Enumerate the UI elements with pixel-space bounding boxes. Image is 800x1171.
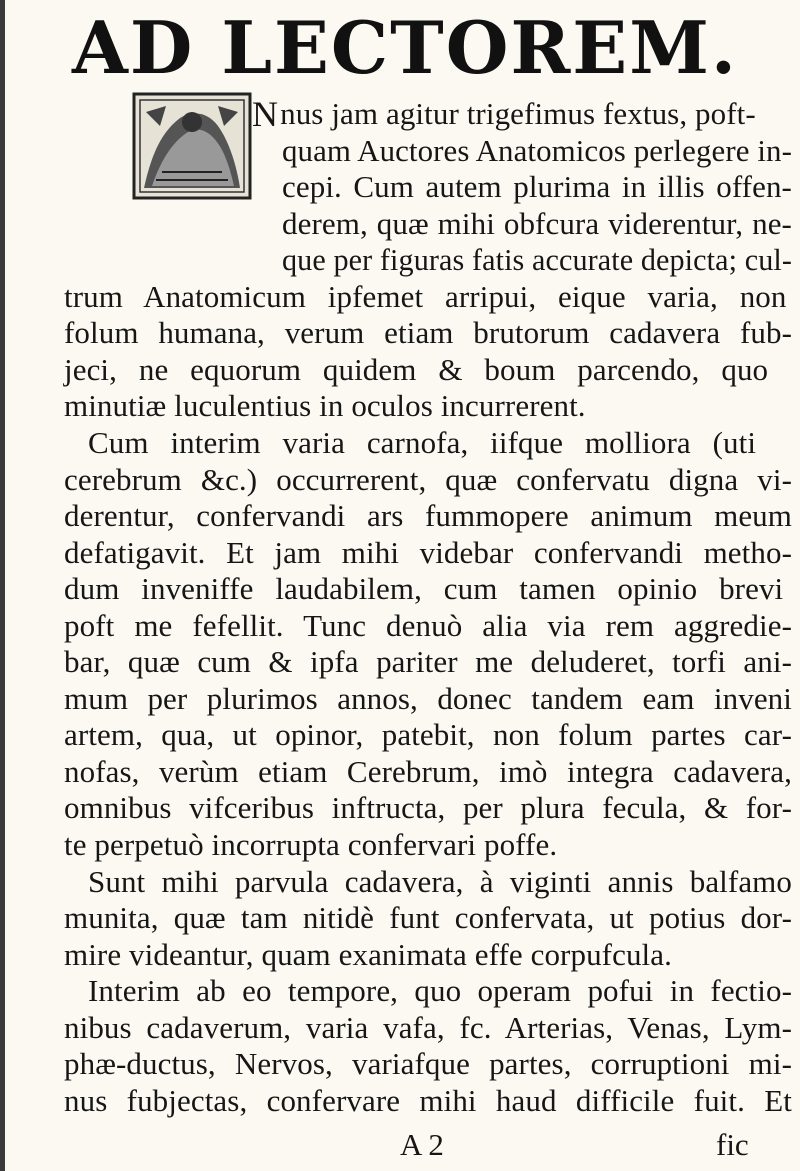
text-line: nofas, verùm etiam Cerebrum, imò integra cadavera, — [64, 753, 792, 789]
text-line: cerebrum &c.) occurrerent, quæ confervatu digna vi- — [64, 461, 792, 497]
text-line: artem, qua, ut opinor, patebit, non folum partes car- — [64, 717, 792, 753]
text-line: omnibus vifceribus inftructa, per plura fecula, & for- — [64, 790, 792, 826]
text-line: mire videantur, quam exanimata effe corpufcula. — [64, 936, 672, 972]
text-line: mum per plurimos annos, donec tandem eam inveni — [64, 680, 792, 716]
text-line: bar, quæ cum & ipfa pariter me deluderet, torfi ani- — [64, 644, 792, 680]
text-line: trum Anatomicum ipfemet arripui, eique varia, non — [64, 278, 787, 314]
text-line: minutiæ luculentius in oculos incurrerent. — [64, 388, 586, 424]
text-line: Cum interim varia carnofa, iifque molliora (uti — [88, 424, 757, 460]
text-line-words: nus jam agitur trigefimus fextus, poft- — [280, 96, 756, 131]
text-line: nibus cadaverum, varia vafa, fc. Arterias, Venas, Lym- — [64, 1009, 792, 1045]
text-line: te perpetuò incorrupta confervari poffe. — [64, 827, 558, 862]
page-heading: AD LECTOREM. — [72, 5, 738, 90]
signature-mark: A 2 — [400, 1127, 444, 1162]
binding-edge — [0, 0, 5, 1171]
text-line: munita, quæ tam nitidè funt confervata, ut potius dor- — [64, 900, 792, 936]
text-line: phæ-ductus, Nervos, variafque partes, corruptioni mi- — [64, 1046, 792, 1082]
text-line: poft me fefellit. Tunc denuò alia via rem aggredie- — [64, 607, 792, 643]
dropcap-letter: N — [252, 94, 279, 134]
text-line: folum humana, verum etiam brutorum cadavera fub- — [64, 315, 792, 351]
decorative-initial-woodcut — [132, 92, 252, 200]
text-line: defatigavit. Et jam mihi videbar confervandi metho- — [64, 534, 792, 570]
text-line: jeci, ne equorum quidem & boum parcendo, quo — [64, 351, 769, 387]
text-line: dum inveniffe laudabilem, cum tamen opinio brevi — [64, 571, 784, 607]
text-line: nus fubjectas, confervare mihi haud difficile fuit. Et — [64, 1082, 792, 1118]
text-line: Sunt mihi parvula cadavera, à viginti annis balfamo — [88, 863, 792, 899]
text-line: Interim ab eo tempore, quo operam pofui in fectio- — [88, 973, 792, 1009]
catchword: fic — [716, 1127, 749, 1162]
text-line: que per figuras fatis accurate depicta; cul- — [282, 242, 792, 278]
text-line: quam Auctores Anatomicos perlegere in- — [282, 132, 792, 168]
text-line: cepi. Cum autem plurima in illis offen- — [282, 169, 792, 205]
text-line: derentur, confervandi ars fummopere animum meum — [64, 498, 792, 534]
text-line: derem, quæ mihi obfcura viderentur, ne- — [282, 205, 792, 241]
